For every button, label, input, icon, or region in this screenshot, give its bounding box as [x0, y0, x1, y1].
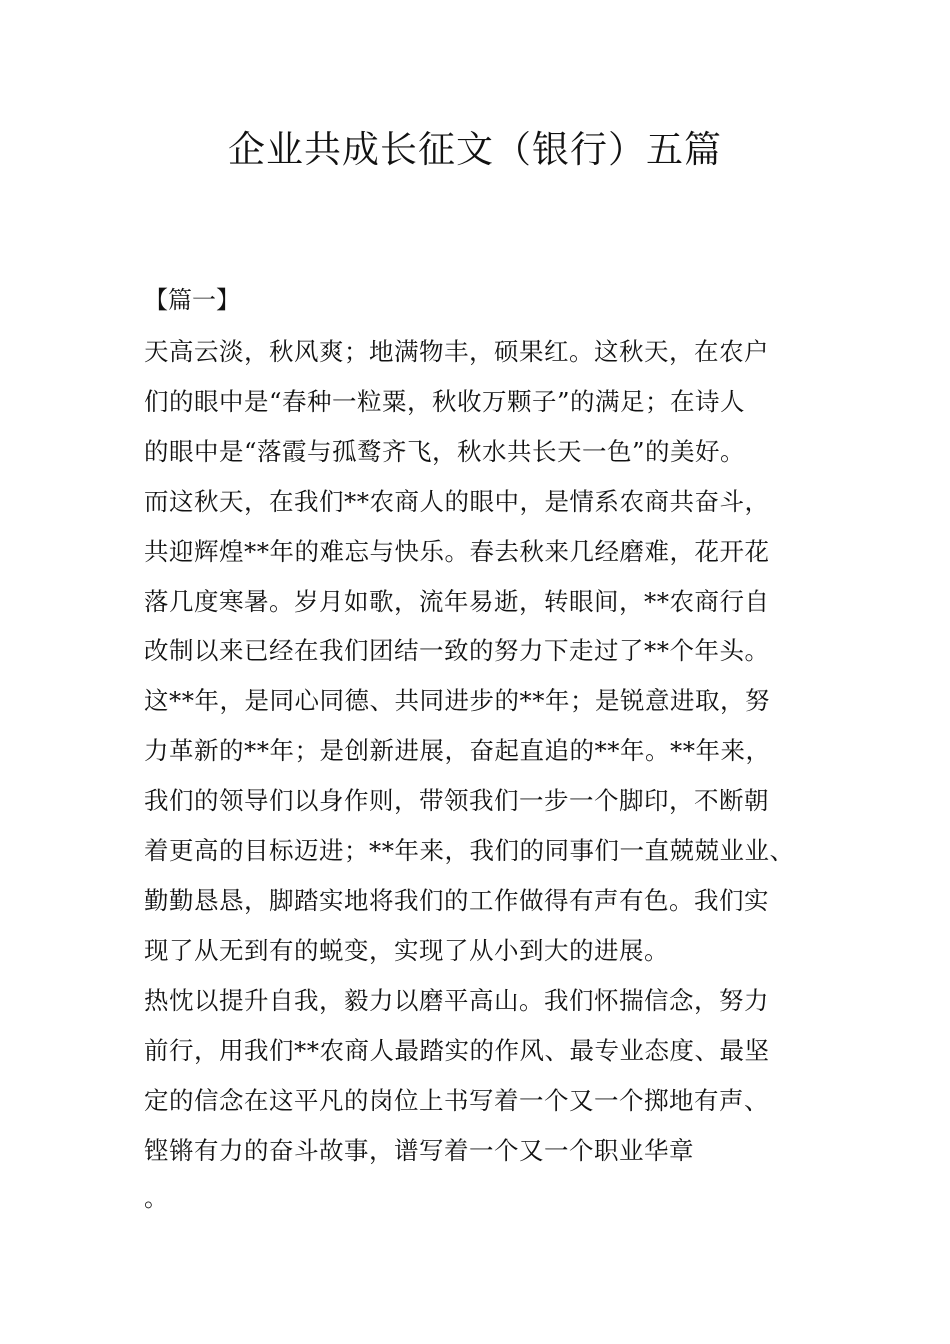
text-line: 力革新的**年；是创新进展，奋起直追的**年。**年来，	[144, 736, 771, 766]
section-label: 【篇一】	[144, 286, 240, 314]
text-line: 改制以来已经在我们团结一致的努力下走过了**个年头。	[144, 636, 770, 666]
text-line: 落几度寒暑。岁月如歌，流年易逝，转眼间，**农商行自	[144, 586, 770, 616]
body-text	[144, 327, 834, 1175]
text-line: 现了从无到有的蜕变，实现了从小到大的进展。	[144, 935, 669, 965]
text-line: 这**年，是同心同德、共同进步的**年；是锐意进取，努	[144, 686, 770, 716]
text-line: 勤勤恳恳，脚踏实地将我们的工作做得有声有色。我们实	[144, 885, 769, 915]
text-line: 天高云淡，秋风爽；地满物丰，硕果红。这秋天，在农户	[144, 337, 769, 366]
text-line: 前行，用我们**农商人最踏实的作风、最专业态度、最坚	[144, 1035, 770, 1065]
text-line: 而这秋天，在我们**农商人的眼中，是情系农商共奋斗，	[144, 486, 770, 516]
text-line: 共迎辉煌**年的难忘与快乐。春去秋来几经磨难，花开花	[144, 536, 770, 566]
text-line: 热忱以提升自我，毅力以磨平高山。我们怀揣信念，努力	[144, 985, 769, 1015]
document-title: 企业共成长征文（银行）五篇	[228, 128, 722, 171]
text-line: 着更高的目标迈进；**年来，我们的同事们一直兢兢业业、	[144, 836, 795, 866]
text-line: 的眼中是“落霞与孤鹜齐飞，秋水共长天一色”的美好。	[144, 436, 746, 466]
text-line: 们的眼中是“春种一粒粟，秋收万颗子”的满足；在诗人	[144, 386, 746, 416]
text-line: 我们的领导们以身作则，带领我们一步一个脚印，不断朝	[144, 786, 769, 816]
text-line: 铿锵有力的奋斗故事，谱写着一个又一个职业华章	[144, 1135, 694, 1165]
text-line: 定的信念在这平凡的岗位上书写着一个又一个掷地有声、	[144, 1085, 769, 1115]
trailing-period: 。	[144, 1184, 168, 1212]
